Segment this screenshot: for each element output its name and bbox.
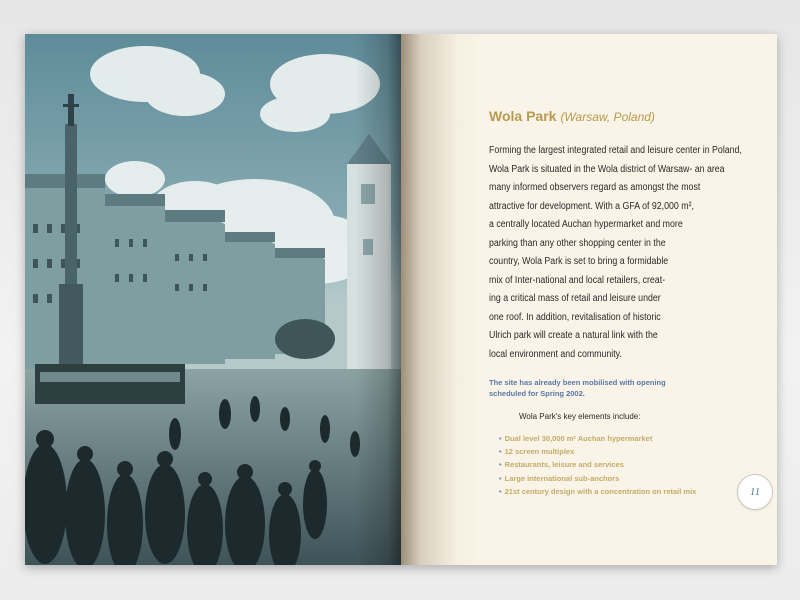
body-line: parking than any other shopping center in the (489, 237, 666, 249)
body-line: Ulrich park will create a natural link with the (489, 330, 658, 341)
right-page (401, 34, 777, 565)
page-title (489, 108, 655, 124)
body-line: many informed observers regard as amongst the most (489, 182, 701, 193)
key-elements-heading: Wola Park's key elements include: (519, 412, 641, 421)
key-element-text: 21st century design with a concentration on retail mix (504, 486, 697, 496)
title-location: (Warsaw, Poland) (560, 110, 655, 124)
page-number-badge: 11 (737, 474, 773, 510)
key-elements-list (499, 432, 696, 498)
key-element-text: Dual level 30,000 m² Auchan hypermarket (504, 434, 653, 443)
body-line: local environment and community. (489, 348, 622, 360)
body-line: country, Wola Park is set to bring a formidable (489, 256, 669, 267)
left-gutter-shadow (355, 34, 401, 565)
key-element-text: Large international sub-anchors (504, 473, 620, 483)
bullet-icon: • (499, 460, 502, 470)
key-element-text: 12 screen multiplex (504, 447, 575, 457)
list-item (499, 472, 696, 485)
bullet-icon: • (499, 434, 502, 443)
bullet-icon: • (499, 473, 502, 483)
mobilised-line: The site has already been mobilised with opening (489, 378, 666, 387)
body-line: a centrally located Auchan hypermarket and more (489, 219, 683, 230)
list-item (499, 432, 696, 445)
right-gutter-shadow (401, 34, 481, 565)
list-item (499, 458, 696, 471)
list-item (499, 445, 696, 458)
body-line: mix of Inter-national and local retailers, creat- (489, 274, 666, 286)
list-item (499, 485, 696, 498)
title-main: Wola Park (489, 108, 557, 124)
castle-square-photo (25, 34, 401, 565)
bullet-icon: • (499, 486, 502, 496)
body-paragraph (489, 142, 749, 364)
left-page-photo (25, 34, 401, 565)
body-line: one roof. In addition, revitalisation of historic (489, 311, 661, 323)
body-line: attractive for development. With a GFA of 92,000 m², (489, 200, 694, 212)
body-line: Wola Park is situated in the Wola district of Warsaw- an area (489, 163, 725, 175)
body-line: ing a critical mass of retail and leisure under (489, 293, 661, 304)
brochure-spread (25, 34, 777, 565)
body-line: Forming the largest integrated retail and leisure center in Poland, (489, 145, 742, 156)
bullet-icon: • (499, 447, 502, 457)
mobilised-line: scheduled for Spring 2002. (489, 389, 585, 398)
key-element-text: Restaurants, leisure and services (504, 460, 624, 470)
mobilised-note (489, 377, 749, 399)
